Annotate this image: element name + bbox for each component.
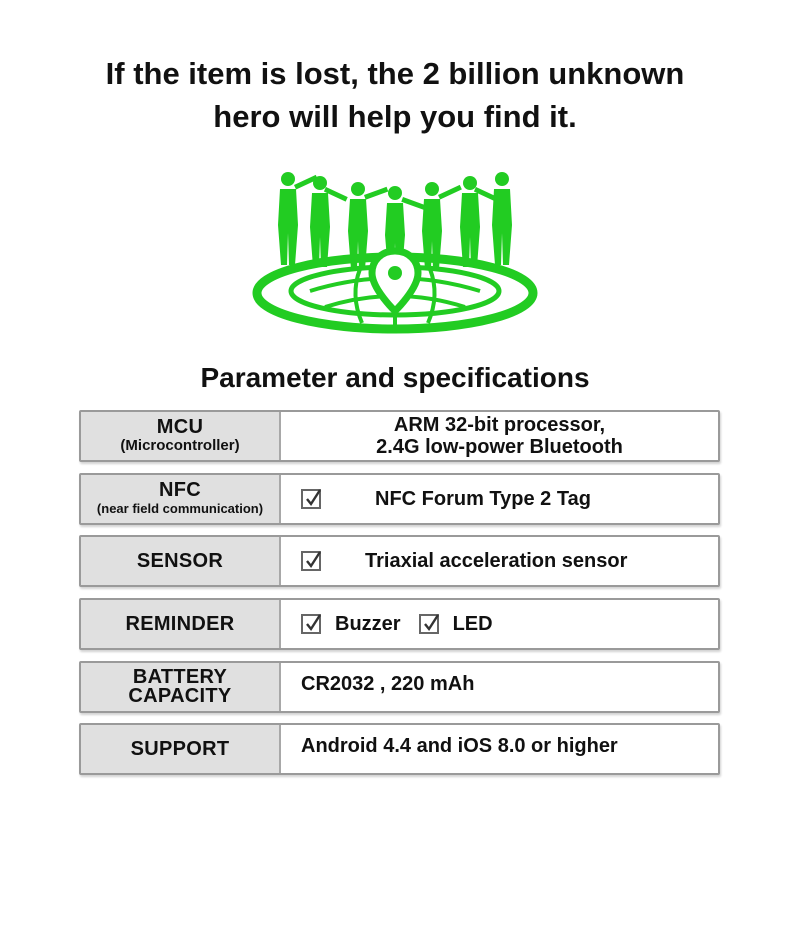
people-map-pin-icon bbox=[250, 165, 540, 335]
spec-row-reminder bbox=[79, 598, 720, 650]
checkbox-checked-icon bbox=[301, 551, 321, 571]
spec-label-support bbox=[81, 725, 281, 773]
mcu-value-line-1: ARM 32-bit processor, bbox=[393, 414, 606, 436]
headline-line-1: If the item is lost, the 2 billion unknown bbox=[105, 56, 685, 91]
mcu-sublabel: (Microcontroller) bbox=[120, 436, 240, 454]
nfc-sublabel: (near field communication) bbox=[96, 500, 264, 516]
sensor-label: SENSOR bbox=[136, 549, 224, 572]
spec-row-sensor bbox=[79, 535, 720, 587]
spec-label-reminder bbox=[81, 600, 281, 648]
nfc-value: NFC Forum Type 2 Tag bbox=[375, 487, 591, 510]
spec-value-nfc bbox=[281, 475, 718, 523]
mcu-label: MCU bbox=[156, 415, 204, 438]
mcu-value-line-2: 2.4G low-power Bluetooth bbox=[376, 436, 623, 458]
spec-row-battery bbox=[79, 661, 720, 713]
reminder-option-led: LED bbox=[452, 612, 493, 635]
spec-value-battery bbox=[281, 663, 718, 711]
support-label: SUPPORT bbox=[130, 737, 230, 760]
battery-label-line-1: BATTERY bbox=[132, 666, 228, 688]
support-value: Android 4.4 and iOS 8.0 or higher bbox=[301, 734, 618, 757]
reminder-option-buzzer: Buzzer bbox=[335, 612, 401, 635]
spec-value-reminder bbox=[281, 600, 718, 648]
reminder-label: REMINDER bbox=[125, 612, 235, 635]
spec-label-mcu bbox=[81, 412, 281, 460]
checkbox-checked-icon bbox=[301, 614, 321, 634]
spec-label-sensor bbox=[81, 537, 281, 585]
spec-row-support bbox=[79, 723, 720, 775]
spec-value-sensor bbox=[281, 537, 718, 585]
checkbox-checked-icon bbox=[419, 614, 439, 634]
battery-label-line-2: CAPACITY bbox=[128, 685, 232, 707]
nfc-label: NFC bbox=[158, 478, 201, 501]
headline bbox=[0, 52, 790, 138]
spec-label-battery bbox=[81, 663, 281, 711]
spec-value-support bbox=[281, 725, 718, 773]
battery-value: CR2032 , 220 mAh bbox=[301, 672, 475, 695]
sensor-value: Triaxial acceleration sensor bbox=[365, 549, 628, 572]
headline-line-2: hero will help you find it. bbox=[213, 99, 577, 134]
spec-value-mcu bbox=[281, 412, 718, 460]
spec-row-mcu bbox=[79, 410, 720, 462]
spec-row-nfc bbox=[79, 473, 720, 525]
section-title: Parameter and specifications bbox=[200, 362, 590, 393]
checkbox-checked-icon bbox=[301, 489, 321, 509]
spec-label-nfc bbox=[81, 475, 281, 523]
